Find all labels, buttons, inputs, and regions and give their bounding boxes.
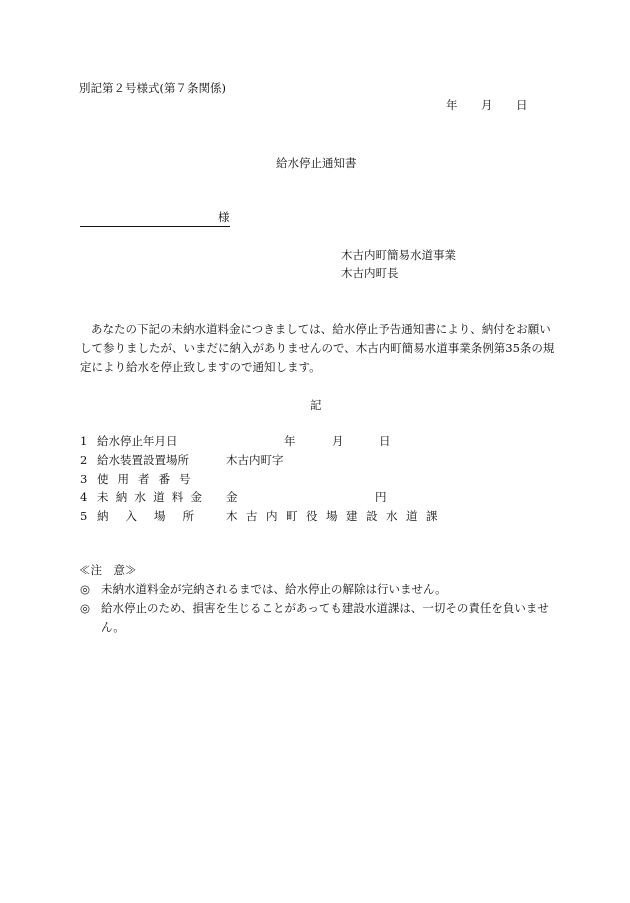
sender-organization: 木古内町簡易水道事業 xyxy=(341,248,456,262)
item-label: 未納水道料金 xyxy=(97,490,210,504)
date-month: 月 xyxy=(481,98,493,112)
note-2-line-1: 給水停止のため、損害を生じることがあっても建設水道課は、一切その責任を負いませ xyxy=(101,601,549,615)
item-value: 木古内町役場建設水道課 xyxy=(226,509,446,523)
body-line-1: あなたの下記の未納水道料金につきましては、給水停止予告通知書により、納付をお願い xyxy=(91,322,551,336)
body-line-3: 定により給水を停止致しますので通知します。 xyxy=(80,360,321,374)
item-month: 月 xyxy=(332,434,344,448)
note-2-line-2: ん。 xyxy=(101,620,125,634)
item-yen: 円 xyxy=(375,490,387,504)
item-number: 2 xyxy=(80,453,88,467)
date-day: 日 xyxy=(516,98,528,112)
item-number: 5 xyxy=(80,509,88,523)
item-value: 木古内町字 xyxy=(226,453,284,467)
addressee-line xyxy=(80,226,230,227)
date-year: 年 xyxy=(446,98,458,112)
item-year: 年 xyxy=(284,434,296,448)
bullet-icon: ◎ xyxy=(80,601,91,615)
bullet-icon: ◎ xyxy=(80,582,91,596)
form-label: 別記第２号様式(第７条関係) xyxy=(79,81,226,95)
sender-position: 木古内町長 xyxy=(341,266,399,280)
body-line-2: して参りましたが、いまだに納入がありませんので、木古内町簡易水道事業条例第35条の規 xyxy=(80,341,555,355)
item-kin: 金 xyxy=(226,490,238,504)
item-label: 納入場所 xyxy=(97,509,211,523)
addressee-suffix: 様 xyxy=(218,210,230,224)
notes-heading: ≪注 意≫ xyxy=(79,563,137,577)
item-number: 4 xyxy=(80,490,88,504)
ki-heading: 記 xyxy=(310,398,322,412)
item-day: 日 xyxy=(379,434,391,448)
item-label: 給水装置設置場所 xyxy=(97,453,189,467)
document-title: 給水停止通知書 xyxy=(276,156,357,170)
item-number: 1 xyxy=(80,434,88,448)
item-number: 3 xyxy=(80,472,88,486)
note-1: 未納水道料金が完納されるまでは、給水停止の解除は行いません。 xyxy=(101,582,447,596)
item-label: 給水停止年月日 xyxy=(97,434,178,448)
item-label: 使用者番号 xyxy=(97,472,200,486)
